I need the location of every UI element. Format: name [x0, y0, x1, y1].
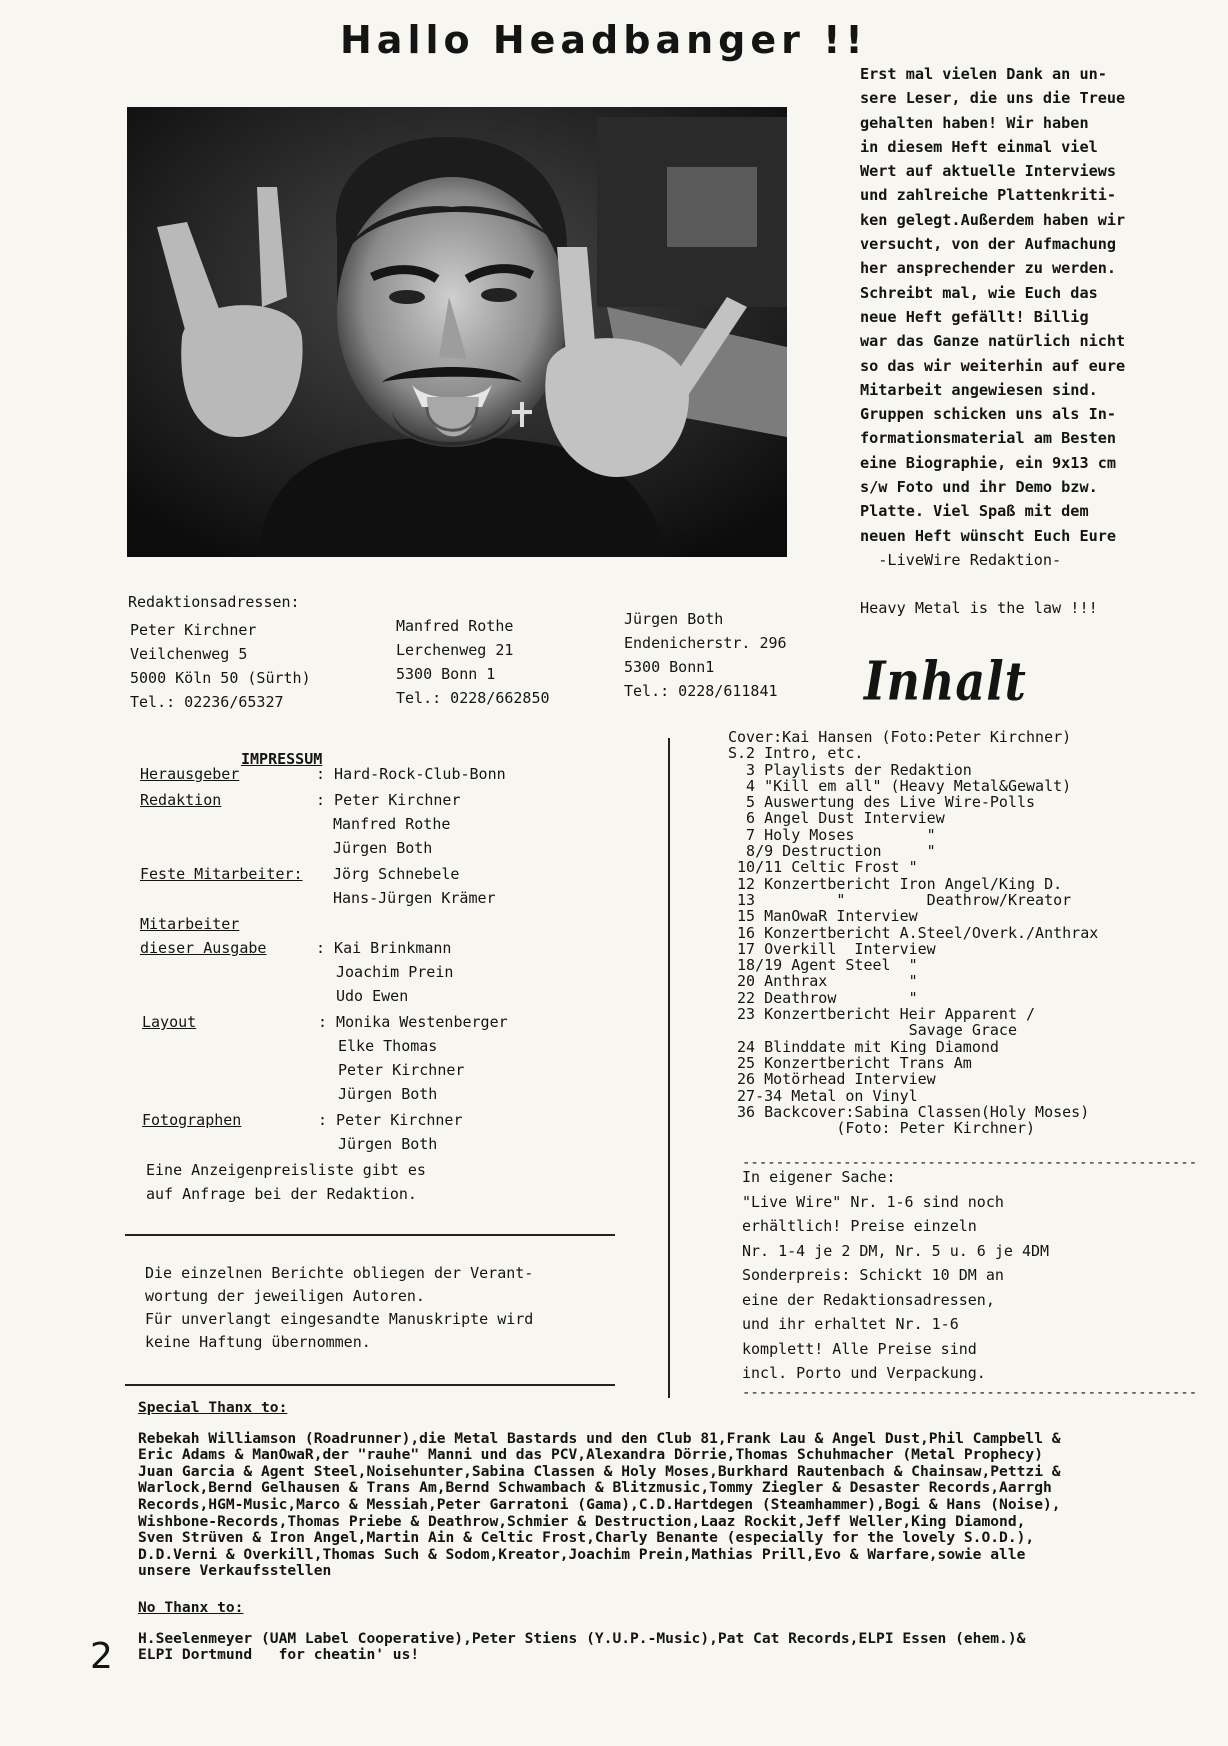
- feste-value: Hans-Jürgen Krämer: [333, 889, 496, 907]
- toc-item: 7 Holy Moses ": [728, 825, 936, 844]
- address-heading: Redaktionsadressen:: [128, 593, 300, 611]
- no-thanx: [138, 1600, 1025, 1664]
- thanx-line: Warlock,Bernd Gelhausen & Trans Am,Bernd Schwambach & Blitzmusic,Tommy Ziegler & Desaster Records,Aarrgh: [138, 1479, 1052, 1497]
- redaktion-label: Redaktion: [140, 791, 222, 809]
- thanx-line: Juan Garcia & Agent Steel,Noisehunter,Sabina Classen & Holy Moses,Burkhard Rautenbach & Chainsaw,Pettzi &: [138, 1462, 1061, 1480]
- intro-line: sere Leser, die uns die Treue: [860, 89, 1126, 108]
- address-line: 5300 Bonn1: [624, 658, 715, 676]
- layout-value: : Monika Westenberger: [318, 1013, 508, 1031]
- divider: [125, 1234, 615, 1236]
- column-divider: [668, 738, 670, 1398]
- page-title: Hallo Headbanger !!: [340, 18, 868, 62]
- divider: [125, 1384, 615, 1386]
- redaktion-value: Manfred Rothe: [333, 815, 451, 833]
- address-line: Peter Kirchner: [130, 621, 257, 639]
- toc-item: 22 Deathrow ": [728, 988, 918, 1007]
- foto-value: Jürgen Both: [338, 1135, 438, 1153]
- page-number: 2: [90, 1636, 113, 1677]
- intro-line: versucht, von der Aufmachung: [860, 235, 1117, 254]
- thanx-line: Rebekah Williamson (Roadrunner),die Metal Bastards und den Club 81,Frank Lau & Angel Dust,Phil Campbell &: [138, 1429, 1061, 1447]
- anzeigen-note: Eine Anzeigenpreisliste gibt es: [146, 1161, 426, 1179]
- layout-value: Elke Thomas: [338, 1037, 438, 1055]
- herausgeber-value: : Hard-Rock-Club-Bonn: [316, 765, 506, 783]
- toc-item: 36 Backcover:Sabina Classen(Holy Moses): [728, 1102, 1090, 1121]
- redaktion-value: Jürgen Both: [333, 839, 433, 857]
- intro-line: Gruppen schicken uns als In-: [860, 405, 1117, 424]
- address-line: Endenicherstr. 296: [624, 634, 787, 652]
- headbanger-photo: [127, 107, 787, 557]
- thanx-line: D.D.Verni & Overkill,Thomas Such & Sodom,Kreator,Joachim Prein,Mathias Prill,Evo & Warfare,sowie alle: [138, 1545, 1026, 1563]
- address-line: 5300 Bonn 1: [396, 665, 496, 683]
- toc-item: Savage Grace: [728, 1021, 1017, 1040]
- eigene-sache-line: und ihr erhaltet Nr. 1-6: [742, 1315, 959, 1333]
- intro-line: gehalten haben! Wir haben: [860, 113, 1089, 132]
- dashed-rule: ------------------------------------------------------: [742, 1155, 1198, 1171]
- disclaimer: [145, 1262, 533, 1354]
- thanx-line: Records,HGM-Music,Marco & Messiah,Peter Garratoni (Gama),C.D.Hartdegen (Steamhammer),Bogi & Hans (Noise),: [138, 1495, 1061, 1513]
- intro-line: neue Heft gefällt! Billig: [860, 307, 1089, 326]
- address-both: [624, 607, 787, 703]
- intro-line: Wert auf aktuelle Interviews: [860, 162, 1117, 181]
- toc-item: S.2 Intro, etc.: [728, 744, 864, 763]
- toc-item: 8/9 Destruction ": [728, 842, 936, 861]
- intro-line: s/w Foto und ihr Demo bzw.: [860, 478, 1098, 497]
- inhalt-heading: Inhalt: [864, 650, 1027, 713]
- toc-item: 13 " Deathrow/Kreator: [728, 890, 1072, 909]
- foto-label: Fotographen: [142, 1111, 242, 1129]
- address-line: 5000 Köln 50 (Sürth): [130, 669, 311, 687]
- thanx-line: Eric Adams & ManOwaR,der "rauhe" Manni und das PCV,Alexandra Dörrie,Thomas Schuhmacher (Metal Prophecy): [138, 1446, 1043, 1464]
- feste-value: Jörg Schnebele: [333, 865, 460, 883]
- intro-line: in diesem Heft einmal viel: [860, 137, 1098, 156]
- intro-line: Erst mal vielen Dank an un-: [860, 65, 1107, 83]
- disclaimer-line: wortung der jeweiligen Autoren.: [145, 1287, 425, 1305]
- address-line: Tel.: 02236/65327: [130, 693, 284, 711]
- eigene-sache-line: In eigener Sache:: [742, 1168, 896, 1186]
- no-thanx-line: H.Seelenmeyer (UAM Label Cooperative),Peter Stiens (Y.U.P.-Music),Pat Cat Records,ELPI Essen (ehem.)&: [138, 1629, 1026, 1647]
- mitarbeiter-value: : Kai Brinkmann: [316, 939, 452, 957]
- toc-item: 5 Auswertung des Live Wire-Polls: [728, 793, 1036, 812]
- toc-item: 25 Konzertbericht Trans Am: [728, 1053, 972, 1072]
- intro-line: formationsmaterial am Besten: [860, 429, 1117, 448]
- mitarbeiter-label: Mitarbeiter: [140, 915, 240, 933]
- impressum-heading: IMPRESSUM: [241, 750, 323, 768]
- mitarbeiter-label: dieser Ausgabe: [140, 939, 267, 957]
- intro-line: Mitarbeit angewiesen sind.: [860, 380, 1098, 399]
- mitarbeiter-value: Joachim Prein: [336, 963, 454, 981]
- toc-item: (Foto: Peter Kirchner): [728, 1119, 1036, 1138]
- intro-line: Schreibt mal, wie Euch das: [860, 283, 1098, 302]
- address-line: Tel.: 0228/611841: [624, 682, 778, 700]
- intro-line: neuen Heft wünscht Euch Eure: [860, 526, 1117, 545]
- foto-value: : Peter Kirchner: [318, 1111, 463, 1129]
- toc-item: 18/19 Agent Steel ": [728, 956, 918, 975]
- toc-item: 3 Playlists der Redaktion: [728, 760, 972, 779]
- address-line: Veilchenweg 5: [130, 645, 248, 663]
- intro-line: ken gelegt.Außerdem haben wir: [860, 210, 1126, 229]
- address-kirchner: [130, 618, 311, 714]
- intro-line: und zahlreiche Plattenkriti-: [860, 186, 1117, 205]
- address-line: Jürgen Both: [624, 610, 724, 628]
- anzeigen-note: auf Anfrage bei der Redaktion.: [146, 1185, 417, 1203]
- intro-line: war das Ganze natürlich nicht: [860, 332, 1126, 351]
- special-thanx: [138, 1400, 1198, 1580]
- address-line: Tel.: 0228/662850: [396, 689, 550, 707]
- toc-item: Cover:Kai Hansen (Foto:Peter Kirchner): [728, 728, 1072, 746]
- toc-item: 26 Motörhead Interview: [728, 1070, 936, 1089]
- toc-item: 27-34 Metal on Vinyl: [728, 1086, 918, 1105]
- thanx-line: Wishbone-Records,Thomas Priebe & Deathrow,Schmier & Destruction,Laaz Rockit,Jeff Weller,King Diamond,: [138, 1512, 1026, 1530]
- eigene-sache-line: "Live Wire" Nr. 1-6 sind noch: [742, 1192, 1004, 1211]
- toc-item: 16 Konzertbericht A.Steel/Overk./Anthrax: [728, 923, 1099, 942]
- toc-item: 23 Konzertbericht Heir Apparent /: [728, 1005, 1036, 1024]
- special-thanx-heading: Special Thanx to:: [138, 1399, 288, 1416]
- thanx-line: Sven Strüven & Iron Angel,Martin Ain & Celtic Frost,Charly Benante (especially for the lovely S.O.D.),: [138, 1529, 1035, 1547]
- address-line: Lerchenweg 21: [396, 641, 514, 659]
- intro-signature: -LiveWire Redaktion-: [860, 550, 1062, 569]
- eigene-sache: [742, 1165, 1049, 1386]
- table-of-contents: [728, 729, 1098, 1136]
- eigene-sache-line: eine der Redaktionsadressen,: [742, 1290, 995, 1309]
- intro-text: [860, 62, 1190, 621]
- eigene-sache-line: komplett! Alle Preise sind: [742, 1339, 977, 1358]
- mitarbeiter-value: Udo Ewen: [336, 987, 409, 1005]
- feste-label: Feste Mitarbeiter:: [140, 865, 303, 883]
- redaktion-value: : Peter Kirchner: [316, 791, 461, 809]
- motto: Heavy Metal is the law !!!: [860, 599, 1098, 618]
- no-thanx-heading: No Thanx to:: [138, 1599, 244, 1616]
- layout-label: Layout: [142, 1013, 197, 1031]
- toc-item: 24 Blinddate mit King Diamond: [728, 1037, 999, 1056]
- toc-item: 6 Angel Dust Interview: [728, 809, 945, 828]
- intro-line: so das wir weiterhin auf eure: [860, 356, 1126, 375]
- dashed-rule: ------------------------------------------------------: [742, 1385, 1198, 1401]
- intro-line: eine Biographie, ein 9x13 cm: [860, 453, 1117, 472]
- toc-item: 15 ManOwaR Interview: [728, 907, 918, 926]
- disclaimer-line: keine Haftung übernommen.: [145, 1333, 371, 1351]
- layout-value: Jürgen Both: [338, 1085, 438, 1103]
- disclaimer-line: Die einzelnen Berichte obliegen der Verant-: [145, 1264, 534, 1282]
- toc-item: 17 Overkill Interview: [728, 939, 936, 958]
- no-thanx-line: ELPI Dortmund for cheatin' us!: [138, 1646, 420, 1664]
- layout-value: Peter Kirchner: [338, 1061, 465, 1079]
- address-line: Manfred Rothe: [396, 617, 514, 635]
- herausgeber-label: Herausgeber: [140, 765, 240, 783]
- toc-item: 20 Anthrax ": [728, 972, 918, 991]
- eigene-sache-line: erhältlich! Preise einzeln: [742, 1217, 977, 1235]
- eigene-sache-line: Nr. 1-4 je 2 DM, Nr. 5 u. 6 je 4DM: [742, 1241, 1050, 1260]
- disclaimer-line: Für unverlangt eingesandte Manuskripte wird: [145, 1310, 534, 1328]
- address-rothe: [396, 614, 550, 710]
- intro-line: her ansprechender zu werden.: [860, 259, 1117, 278]
- toc-item: 12 Konzertbericht Iron Angel/King D.: [728, 874, 1063, 893]
- intro-line: Platte. Viel Spaß mit dem: [860, 502, 1089, 521]
- eigene-sache-line: Sonderpreis: Schickt 10 DM an: [742, 1266, 1004, 1284]
- thanx-line: unsere Verkaufsstellen: [138, 1562, 332, 1580]
- eigene-sache-line: incl. Porto und Verpackung.: [742, 1364, 986, 1382]
- toc-item: 4 "Kill em all" (Heavy Metal&Gewalt): [728, 776, 1072, 795]
- toc-item: 10/11 Celtic Frost ": [728, 858, 918, 877]
